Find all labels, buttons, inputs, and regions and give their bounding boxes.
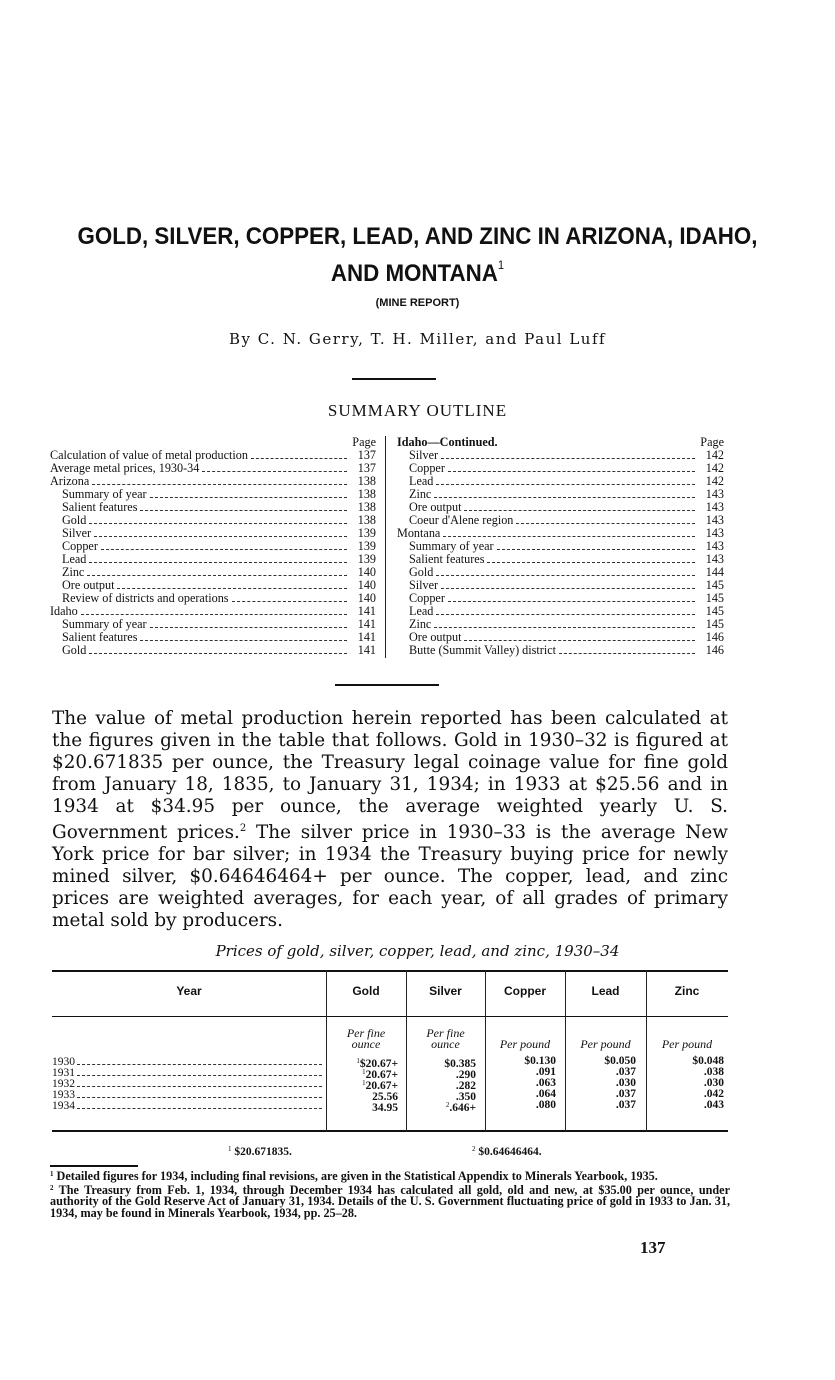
outline-entry-label: Ore output bbox=[62, 578, 115, 592]
paragraph-text: The value of metal production herein reported has been calculated at the figures given in the table that follows. Gold in 1930–32 is figured at $20.671835 per ounce, the Treasury legal coinage value for fine gold from January 18, 1835, to January 31, 1934; in 1933 at $25.56 and in 1934 at $34.95 per ounce, the average weighted yearly U. S. Government prices. bbox=[52, 708, 728, 843]
year-label: 1934 bbox=[52, 1100, 75, 1112]
outline-right-column bbox=[397, 436, 724, 657]
outline-entry-page: 142 bbox=[705, 448, 724, 462]
outline-entry-page: 143 bbox=[705, 552, 724, 566]
copper-cell: $0.130 bbox=[524, 1055, 556, 1067]
dot-leader bbox=[202, 462, 347, 472]
dot-leader bbox=[101, 540, 347, 550]
outline-entry-page: 141 bbox=[357, 643, 376, 657]
outline-entry-label: Copper bbox=[409, 591, 445, 605]
zinc-cell: .043 bbox=[703, 1099, 724, 1111]
paragraph-text: The silver price in 1930–33 is the average New York price for bar silver; in 1934 the Treasury buying price for newly mined silver, $0.64646464+ per ounce. The copper, lead, and zinc prices are weighted averages, for each year, of all grades of primary metal sold by producers. bbox=[52, 822, 728, 931]
prices-table bbox=[52, 970, 728, 1132]
cell-value: 34.95 bbox=[372, 1102, 398, 1114]
outline-entry-label: Copper bbox=[62, 539, 98, 553]
dot-leader bbox=[150, 488, 347, 498]
outline-entry-page: 138 bbox=[357, 474, 376, 488]
page-number: 137 bbox=[640, 1238, 666, 1257]
dot-leader bbox=[434, 618, 695, 628]
outline-entry bbox=[50, 462, 376, 475]
zinc-cell: .038 bbox=[703, 1066, 724, 1078]
table-top-rule bbox=[52, 970, 728, 972]
dot-leader bbox=[464, 631, 695, 641]
outline-right-header bbox=[397, 436, 724, 449]
dot-leader bbox=[150, 618, 347, 628]
outline-entry-label: Lead bbox=[409, 604, 434, 618]
outline-entry-label: Montana bbox=[397, 526, 441, 540]
outline-continued-heading: Idaho—Continued. bbox=[397, 435, 498, 449]
outline-entry bbox=[397, 475, 724, 488]
gold-cell bbox=[332, 1067, 398, 1081]
outline-entry-label: Zinc bbox=[409, 617, 432, 631]
dot-leader bbox=[117, 579, 347, 589]
column-header-copper: Copper bbox=[504, 984, 546, 998]
silver-cell bbox=[410, 1089, 476, 1103]
zinc-column bbox=[650, 1056, 724, 1111]
cell-value: .646+ bbox=[449, 1102, 476, 1114]
dot-leader bbox=[559, 644, 695, 654]
cell-footnote-mark: 1 bbox=[362, 1068, 366, 1076]
outline-entry-page: 137 bbox=[357, 461, 376, 475]
outline-entry-page: 137 bbox=[357, 448, 376, 462]
outline-entry-label: Average metal prices, 1930-34 bbox=[50, 461, 200, 475]
dot-leader bbox=[77, 1100, 322, 1109]
zinc-cell: $0.048 bbox=[692, 1055, 724, 1067]
table-row-year bbox=[52, 1067, 322, 1078]
outline-entry bbox=[50, 644, 376, 657]
dot-leader bbox=[232, 592, 347, 602]
dot-leader bbox=[487, 553, 695, 563]
cell-value: .290 bbox=[455, 1069, 476, 1081]
outline-entry bbox=[50, 527, 376, 540]
outline-entry-label: Copper bbox=[409, 461, 445, 475]
dot-leader bbox=[516, 514, 695, 524]
cell-footnote-mark: 1 bbox=[362, 1079, 366, 1087]
outline-entry-label: Butte (Summit Valley) district bbox=[409, 643, 557, 657]
dot-leader bbox=[140, 501, 347, 511]
outline-entry-page: 143 bbox=[705, 526, 724, 540]
year-label: 1933 bbox=[52, 1089, 75, 1101]
gold-cell bbox=[332, 1100, 398, 1114]
dot-leader bbox=[92, 475, 347, 485]
title-text: GOLD, SILVER, COPPER, LEAD, AND ZINC IN ARIZONA, IDAHO, AND MONTANA bbox=[77, 223, 758, 287]
table-caption: Prices of gold, silver, copper, lead, and zinc, 1930–34 bbox=[215, 942, 620, 960]
outline-entry-label: Lead bbox=[62, 552, 87, 566]
silver-cell bbox=[410, 1067, 476, 1081]
page-column-label: Page bbox=[352, 435, 376, 449]
outline-entry-label: Salient features bbox=[409, 552, 485, 566]
lead-column bbox=[570, 1056, 636, 1111]
outline-entry-label: Arizona bbox=[50, 474, 90, 488]
lead-cell: .030 bbox=[615, 1077, 636, 1089]
lead-cell: .037 bbox=[615, 1066, 636, 1078]
gold-column bbox=[332, 1056, 398, 1114]
outline-entry-page: 145 bbox=[705, 604, 724, 618]
outline-entry-page: 146 bbox=[705, 643, 724, 657]
outline-entry-page: 142 bbox=[705, 461, 724, 475]
outline-entry-label: Review of districts and operations bbox=[62, 591, 229, 605]
outline-right-entries bbox=[397, 449, 724, 657]
outline-entry-page: 141 bbox=[357, 617, 376, 631]
silver-cell bbox=[410, 1100, 476, 1114]
outline-entry bbox=[50, 631, 376, 644]
outline-entry-label: Summary of year bbox=[62, 487, 147, 501]
silver-cell bbox=[410, 1078, 476, 1092]
dot-leader bbox=[251, 449, 347, 459]
table-row-year bbox=[52, 1078, 322, 1089]
dot-leader bbox=[87, 566, 347, 576]
gold-cell bbox=[332, 1056, 398, 1070]
copper-cell: .063 bbox=[535, 1077, 556, 1089]
outline-entry-label: Lead bbox=[409, 474, 434, 488]
outline-left-entries bbox=[50, 449, 376, 657]
authors-byline: By C. N. Gerry, T. H. Miller, and Paul Luff bbox=[228, 330, 607, 348]
title-footnote-mark: 1 bbox=[497, 258, 505, 272]
outline-entry-page: 138 bbox=[357, 487, 376, 501]
copper-cell: .091 bbox=[535, 1066, 556, 1078]
silver-cell bbox=[410, 1056, 476, 1070]
column-header-gold: Gold bbox=[352, 984, 380, 998]
dot-leader bbox=[77, 1067, 322, 1076]
dot-leader bbox=[436, 566, 695, 576]
dot-leader bbox=[94, 527, 347, 537]
outline-entry-page: 138 bbox=[357, 500, 376, 514]
column-header-silver: Silver bbox=[429, 984, 462, 998]
year-label: 1931 bbox=[52, 1067, 75, 1079]
outline-entry-page: 145 bbox=[705, 617, 724, 631]
outline-entry-label: Zinc bbox=[409, 487, 432, 501]
outline-entry-page: 143 bbox=[705, 513, 724, 527]
cell-value: .282 bbox=[455, 1080, 476, 1092]
table-bottom-rule bbox=[52, 1130, 728, 1132]
outline-entry-label: Ore output bbox=[409, 630, 462, 644]
cell-value: 20.67+ bbox=[365, 1080, 398, 1092]
copper-column bbox=[490, 1056, 556, 1111]
footnote-2: $^2$ The Treasury from Feb. 1, 1934, through December 1934 has calculated all gold, old and new, at $35.00 per ounce, under authority of the Gold Reserve Act of January 31, 1934. Details of the U. S. Government fluctuating price of gold in 1933 to Jan. 31, 1934, may be found in Minerals Yearbook, 1934, pp. 25–28. bbox=[50, 1182, 730, 1220]
cell-value: 20.67+ bbox=[365, 1069, 398, 1081]
column-header-zinc: Zinc bbox=[674, 984, 700, 998]
page-column-label: Page bbox=[700, 435, 724, 449]
unit-gold: Per fine ounce bbox=[346, 1026, 386, 1051]
cell-value: .350 bbox=[455, 1091, 476, 1103]
table-header-rule bbox=[52, 1016, 728, 1017]
outline-entry bbox=[50, 540, 376, 553]
paragraph-footnote-mark: 2 bbox=[239, 823, 247, 834]
outline-entry-label: Zinc bbox=[62, 565, 85, 579]
section-divider bbox=[352, 378, 436, 380]
outline-entry bbox=[397, 553, 724, 566]
dot-leader bbox=[77, 1056, 322, 1065]
table-row-year bbox=[52, 1089, 322, 1100]
outline-entry bbox=[397, 592, 724, 605]
cell-footnote-mark: 2 bbox=[445, 1101, 450, 1109]
outline-entry bbox=[50, 553, 376, 566]
outline-entry-label: Salient features bbox=[62, 500, 138, 514]
outline-entry-page: 138 bbox=[357, 513, 376, 527]
year-label: 1932 bbox=[52, 1078, 75, 1090]
footnotes bbox=[50, 1165, 730, 1219]
outline-entry-label: Coeur d'Alene region bbox=[409, 513, 514, 527]
dot-leader bbox=[464, 501, 695, 511]
outline-entry bbox=[397, 462, 724, 475]
dot-leader bbox=[140, 631, 347, 641]
outline-entry-label: Gold bbox=[62, 513, 87, 527]
lead-cell: .037 bbox=[615, 1099, 636, 1111]
outline-entry-page: 139 bbox=[357, 526, 376, 540]
outline-entry-page: 139 bbox=[357, 552, 376, 566]
outline-entry-label: Silver bbox=[62, 526, 92, 540]
outline-entry-page: 145 bbox=[705, 591, 724, 605]
outline-entry-page: 143 bbox=[705, 487, 724, 501]
outline-entry bbox=[397, 605, 724, 618]
document-title bbox=[66, 222, 768, 288]
body-paragraph bbox=[52, 708, 728, 932]
table-note-1: $^1$ $20.671835. bbox=[228, 1145, 292, 1158]
outline-entry-label: Ore output bbox=[409, 500, 462, 514]
zinc-cell: .042 bbox=[703, 1088, 724, 1100]
outline-entry-page: 140 bbox=[357, 578, 376, 592]
outline-entry-page: 143 bbox=[705, 500, 724, 514]
table-row-year bbox=[52, 1056, 322, 1067]
outline-entry-page: 144 bbox=[705, 565, 724, 579]
outline-entry bbox=[397, 514, 724, 527]
outline-entry bbox=[50, 592, 376, 605]
copper-cell: .080 bbox=[535, 1099, 556, 1111]
outline-entry-label: Idaho bbox=[50, 604, 78, 618]
zinc-cell: .030 bbox=[703, 1077, 724, 1089]
outline-entry-page: 145 bbox=[705, 578, 724, 592]
dot-leader bbox=[89, 553, 347, 563]
dot-leader bbox=[89, 514, 347, 524]
outline-entry-page: 140 bbox=[357, 591, 376, 605]
outline-entry-label: Gold bbox=[62, 643, 87, 657]
outline-entry bbox=[50, 514, 376, 527]
cell-value: $0.385 bbox=[444, 1058, 476, 1070]
outline-entry-page: 141 bbox=[357, 604, 376, 618]
outline-entry-page: 142 bbox=[705, 474, 724, 488]
outline-entry-label: Gold bbox=[409, 565, 434, 579]
dot-leader bbox=[77, 1089, 322, 1098]
outline-entry bbox=[397, 566, 724, 579]
cell-value: 25.56 bbox=[372, 1091, 398, 1103]
table-note-2: $^2$ $0.64646464. bbox=[472, 1145, 542, 1158]
unit-copper: Per pound bbox=[499, 1037, 551, 1051]
outline-entry-label: Summary of year bbox=[62, 617, 147, 631]
footnote-rule bbox=[50, 1165, 138, 1167]
lead-cell: .037 bbox=[615, 1088, 636, 1100]
footnote-1: $^1$ Detailed figures for 1934, including final revisions, are given in the Statistical Appendix to Minerals Yearbook, 1935. bbox=[50, 1169, 658, 1183]
dot-leader bbox=[448, 462, 695, 472]
gold-cell bbox=[332, 1078, 398, 1092]
outline-entry-page: 140 bbox=[357, 565, 376, 579]
year-column bbox=[52, 1056, 322, 1111]
column-header-year: Year bbox=[176, 984, 202, 998]
outline-column-divider bbox=[385, 436, 386, 658]
outline-entry-label: Salient features bbox=[62, 630, 138, 644]
outline-entry-label: Silver bbox=[409, 448, 439, 462]
outline-entry bbox=[50, 501, 376, 514]
outline-entry bbox=[397, 449, 724, 462]
unit-lead: Per pound bbox=[580, 1037, 631, 1051]
dot-leader bbox=[436, 605, 695, 615]
dot-leader bbox=[443, 527, 695, 537]
outline-heading: SUMMARY OUTLINE bbox=[327, 401, 508, 420]
dot-leader bbox=[434, 488, 695, 498]
dot-leader bbox=[441, 449, 695, 459]
unit-zinc: Per pound bbox=[661, 1037, 713, 1051]
cell-value: $20.67+ bbox=[359, 1058, 398, 1070]
copper-cell: .064 bbox=[535, 1088, 556, 1100]
dot-leader bbox=[89, 644, 347, 654]
dot-leader bbox=[497, 540, 695, 550]
dot-leader bbox=[436, 475, 695, 485]
cell-footnote-mark: 1 bbox=[356, 1057, 360, 1065]
outline-entry-page: 139 bbox=[357, 539, 376, 553]
outline-entry-label: Summary of year bbox=[409, 539, 494, 553]
outline-entry-label: Silver bbox=[409, 578, 439, 592]
column-header-lead: Lead bbox=[591, 984, 620, 998]
silver-column bbox=[410, 1056, 476, 1114]
outline-entry bbox=[397, 644, 724, 657]
outline-left-column bbox=[50, 436, 376, 657]
dot-leader bbox=[441, 579, 695, 589]
lead-cell: $0.050 bbox=[604, 1055, 636, 1067]
dot-leader bbox=[81, 605, 347, 615]
unit-silver: Per fine ounce bbox=[426, 1026, 465, 1051]
outline-entry-page: 146 bbox=[705, 630, 724, 644]
outline-entry-page: 141 bbox=[357, 630, 376, 644]
outline-entry-page: 143 bbox=[705, 539, 724, 553]
table-row-year bbox=[52, 1100, 322, 1111]
dot-leader bbox=[448, 592, 695, 602]
year-label: 1930 bbox=[52, 1056, 75, 1068]
outline-entry-label: Calculation of value of metal production bbox=[50, 448, 248, 462]
outline-entry bbox=[397, 579, 724, 592]
dot-leader bbox=[77, 1078, 322, 1087]
section-divider bbox=[335, 684, 439, 686]
report-type: (MINE REPORT) bbox=[375, 297, 460, 309]
